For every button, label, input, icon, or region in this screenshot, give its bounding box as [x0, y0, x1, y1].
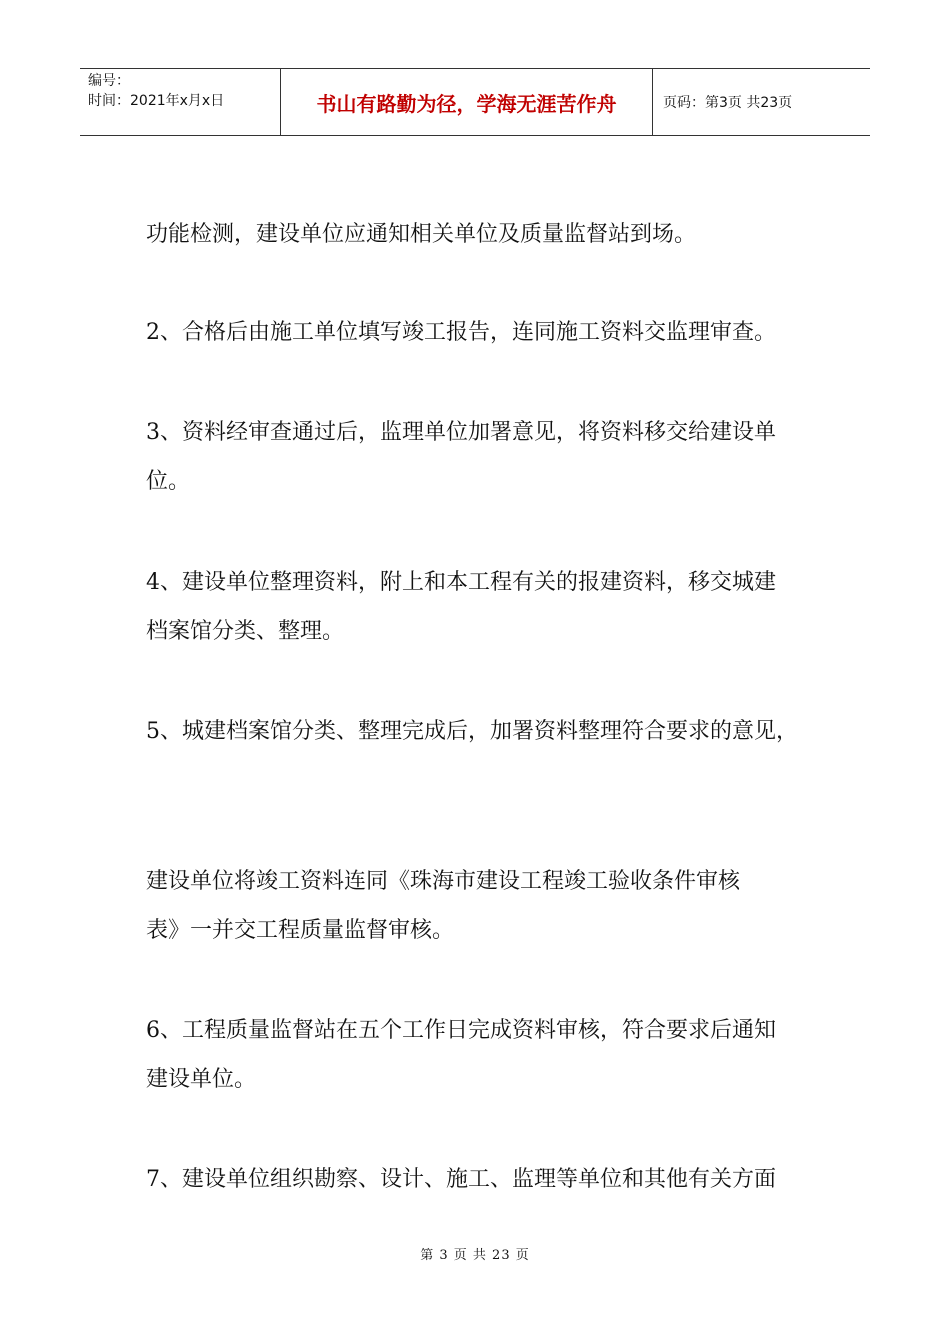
text-line: 表》一并交工程质量监督审核。	[146, 918, 455, 943]
page-header	[80, 68, 870, 136]
text-line: 7、建设单位组织勘察、设计、施工、监理等单位和其他有关方面	[146, 1167, 776, 1192]
text-line: 功能检测，建设单位应通知相关单位及质量监督站到场。	[146, 222, 697, 247]
text-line: 建设单位将竣工资料连同《珠海市建设工程竣工验收条件审核	[146, 869, 741, 894]
text-line: 4、建设单位整理资料，附上和本工程有关的报建资料，移交城建	[146, 570, 776, 595]
text-line: 6、工程质量监督站在五个工作日完成资料审核，符合要求后通知	[146, 1018, 776, 1043]
text-line: 3、资料经审查通过后，监理单位加署意见，将资料移交给建设单	[146, 420, 776, 445]
text-line: 2、合格后由施工单位填写竣工报告，连同施工资料交监理审查。	[146, 320, 776, 345]
time-label: 时间：2021年x月x日	[88, 93, 225, 109]
text-line: 档案馆分类、整理。	[146, 619, 345, 644]
number-label: 编号：	[88, 73, 130, 89]
text-line: 建设单位。	[146, 1067, 257, 1092]
header-meta	[80, 69, 281, 135]
header-motto: 书山有路勤为径，学海无涯苦作舟	[281, 69, 653, 135]
text-line: 位。	[146, 469, 191, 494]
page-footer: 第 3 页 共 23 页	[420, 1248, 530, 1263]
header-page-info: 页码：第3页 共23页	[663, 95, 793, 111]
text-line: 5、城建档案馆分类、整理完成后，加署资料整理符合要求的意见，	[146, 719, 798, 744]
